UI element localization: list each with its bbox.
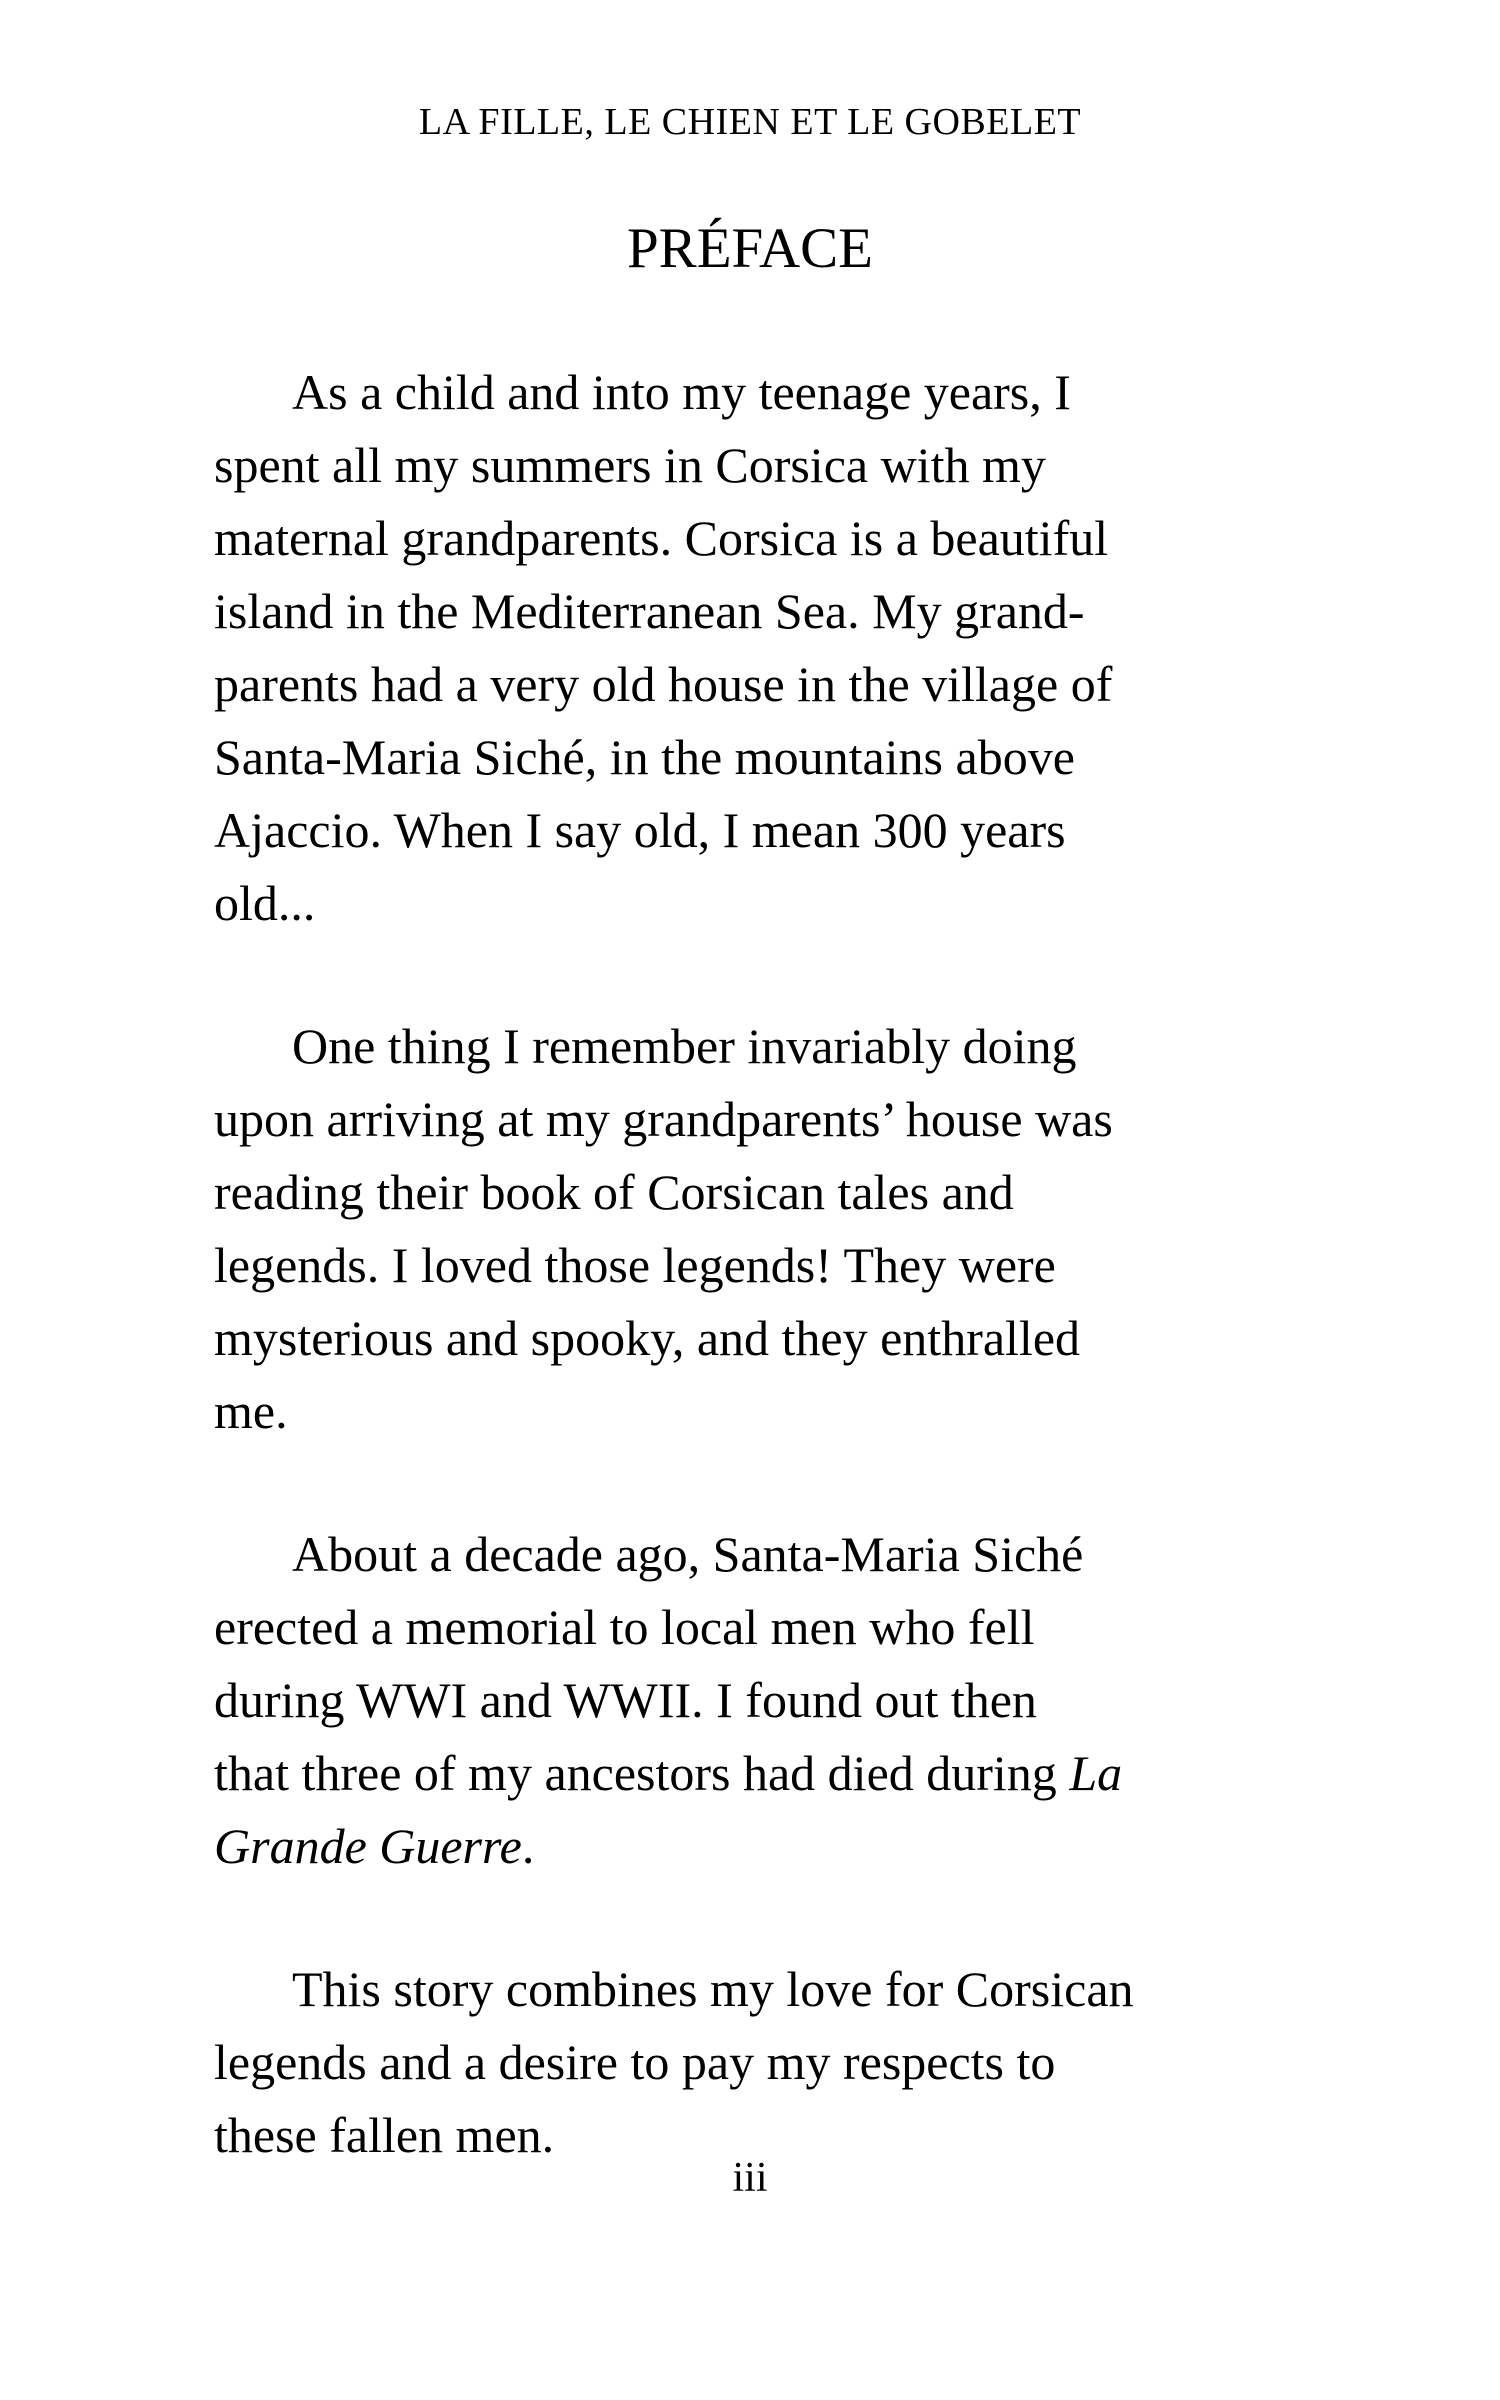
text-segment: One thing I remember invariably doing — [292, 1018, 1077, 1074]
text-line — [214, 1229, 1354, 1302]
text-line — [214, 721, 1354, 794]
text-segment: upon arriving at my grandparents’ house was — [214, 1091, 1113, 1147]
text-line — [214, 356, 1354, 429]
text-segment: parents had a very old house in the village of — [214, 656, 1113, 712]
running-header: LA FILLE, LE CHIEN ET LE GOBELET — [418, 101, 1082, 143]
text-segment: legends. I loved those legends! They were — [214, 1237, 1056, 1293]
text-segment: As a child and into my teenage years, I — [292, 364, 1071, 420]
body-text — [214, 356, 1354, 2172]
text-segment: legends and a desire to pay my respects to — [214, 2034, 1056, 2090]
text-segment: . — [521, 1818, 535, 1874]
text-line — [214, 502, 1354, 575]
italic-text: La — [1069, 1745, 1123, 1801]
text-line — [214, 1953, 1354, 2026]
italic-text: Grande Guerre — [214, 1818, 522, 1874]
text-line — [214, 575, 1354, 648]
text-segment: About a decade ago, Santa-Maria Siché — [292, 1526, 1084, 1582]
text-segment: me. — [214, 1383, 288, 1439]
text-segment: these fallen men. — [214, 2107, 555, 2163]
text-segment: This story combines my love for Corsican — [292, 1961, 1134, 2017]
text-line — [214, 794, 1354, 867]
text-segment: erected a memorial to local men who fell — [214, 1599, 1035, 1655]
text-segment: reading their book of Corsican tales and — [214, 1164, 1014, 1220]
section-title: PRÉFACE — [626, 217, 873, 280]
text-segment: spent all my summers in Corsica with my — [214, 437, 1046, 493]
text-line — [214, 1375, 1354, 1448]
text-segment: during WWI and WWII. I found out then — [214, 1672, 1037, 1728]
text-segment: that three of my ancestors had died during — [214, 1745, 1070, 1801]
text-line — [214, 648, 1354, 721]
text-line — [214, 1810, 1354, 1883]
text-line — [214, 1518, 1354, 1591]
text-line — [214, 1010, 1354, 1083]
text-segment: Ajaccio. When I say old, I mean 300 years — [214, 802, 1066, 858]
text-line — [214, 1591, 1354, 1664]
text-segment: Santa-Maria Siché, in the mountains above — [214, 729, 1075, 785]
text-line — [214, 867, 1354, 940]
paragraph — [214, 1010, 1354, 1448]
text-line — [214, 2026, 1354, 2099]
paragraph — [214, 1953, 1354, 2172]
text-segment: maternal grandparents. Corsica is a beautiful — [214, 510, 1109, 566]
text-line — [214, 1664, 1354, 1737]
text-segment: old... — [214, 875, 316, 931]
text-segment: island in the Mediterranean Sea. My grand- — [214, 583, 1085, 639]
page-number: iii — [732, 2155, 768, 2201]
text-line — [214, 1737, 1354, 1810]
text-line — [214, 1156, 1354, 1229]
text-line — [214, 429, 1354, 502]
text-line — [214, 1083, 1354, 1156]
text-line — [214, 1302, 1354, 1375]
paragraph — [214, 356, 1354, 940]
text-segment: mysterious and spooky, and they enthralled — [214, 1310, 1081, 1366]
paragraph — [214, 1518, 1354, 1883]
